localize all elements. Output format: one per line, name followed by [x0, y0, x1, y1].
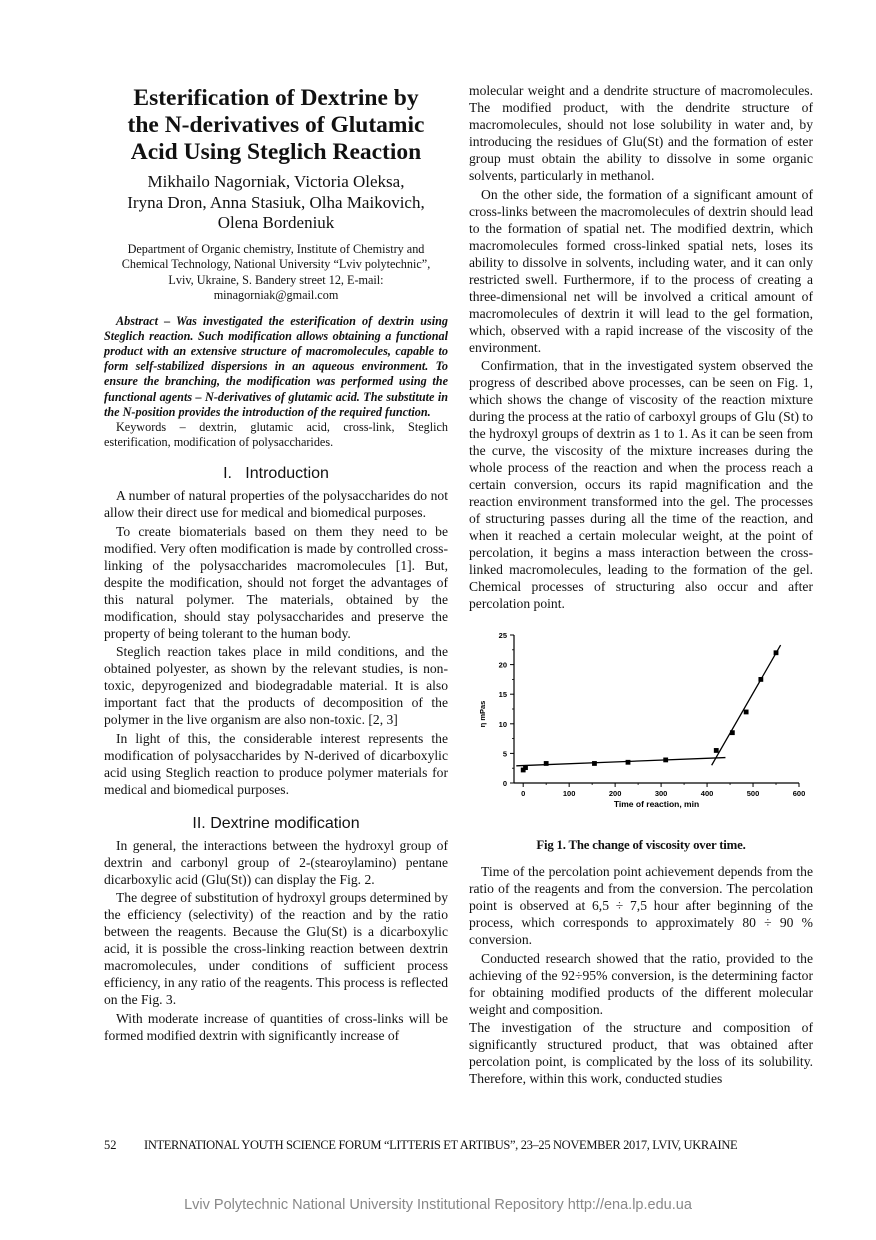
title-line: the N-derivatives of Glutamic: [127, 112, 425, 138]
data-point: [774, 650, 779, 655]
affiliation-line: Chemical Technology, National University “Lviv polytechnic”,: [121, 257, 431, 271]
y-tick-label: 10: [498, 719, 507, 729]
viscosity-chart-svg: [469, 630, 813, 830]
section-heading-dextrine-modification: II. Dextrine modification: [192, 814, 360, 832]
conference-name: INTERNATIONAL YOUTH SCIENCE FORUM “LITTERIS ET ARTIBUS”, 23–25 NOVEMBER 2017, LVIV, UKRAINE: [144, 1138, 738, 1152]
figure-caption: Fig 1. The change of viscosity over time.: [536, 838, 746, 852]
title-line: Acid Using Steglich Reaction: [130, 139, 422, 165]
abstract: Abstract – Was investigated the esterification of dextrin using Steglich reaction. Such modification allows obtaining a functional product with an extensive structure of macromolecules, capable to form self-stabilized dispersions in an aqueous environment. To ensure the branching, the modification was performed using the functional agents – N-derivatives of glutamic acid. The substitute in the N-position provides the introduction of the required function.: [104, 313, 448, 419]
data-point: [744, 710, 749, 715]
page-number: 52: [104, 1138, 117, 1152]
y-tick-label: 0: [502, 779, 507, 788]
title-line: Esterification of Dextrine by: [133, 85, 419, 111]
data-point: [758, 677, 763, 682]
figure-1-viscosity-chart: [469, 630, 813, 830]
affiliation: [104, 242, 448, 304]
fit-line: [712, 645, 781, 765]
paragraph: In light of this, the considerable interest represents the modification of polysaccharides by N-derived of dicarboxylic acid using Steglich reaction to produce polymer materials for medical and biomedical purposes.: [104, 730, 448, 797]
affiliation-line: Department of Organic chemistry, Institute of Chemistry and: [127, 241, 425, 256]
paragraph: A number of natural properties of the polysaccharides do not allow their direct use for medical and biomedical purposes.: [104, 488, 448, 521]
paper-title: [104, 85, 448, 166]
paragraph: molecular weight and a dendrite structure of macromolecules. The modified product, with the dendrite structure of macromolecules, should not lose solubility in water and, by introducing the residues of Glu(St) and the formation of ester group must obtain the ability to dissolve in some organic solvents, particularly in methanol.: [469, 83, 813, 183]
paragraph: The degree of substitution of hydroxyl groups determined by the efficiency (selectivity) of the reaction and by the ratio between the reagents. Because the Glu(St) is a dicarboxylic acid, it is possible the cross-linking reaction between dextrin macromolecules, under conditions of sufficient process efficiency, in any ratio of the reagents. This process is reflected on the Fig. 3.: [104, 890, 448, 1008]
x-tick-label: 600: [792, 789, 806, 798]
x-tick-label: 100: [562, 789, 576, 798]
x-tick-label: 200: [608, 789, 622, 798]
paragraph: The investigation of the structure and composition of significantly structured product, that was obtained after percolation point, is complicated by the loss of its solubility. Therefore, within this work, conducted studies: [469, 1020, 813, 1086]
authors-line: Olena Bordeniuk: [217, 213, 335, 232]
y-tick-label: 20: [498, 660, 507, 670]
repository-watermark: Lviv Polytechnic National University Institutional Repository http://ena.lp.edu.ua: [184, 1197, 692, 1213]
paragraph: With moderate increase of quantities of cross-links will be formed modified dextrin with significantly increase of: [104, 1010, 448, 1043]
x-axis-label: Time of reaction, min: [613, 799, 700, 809]
data-point: [544, 761, 549, 766]
page-footer: [104, 1138, 804, 1153]
paragraph: To create biomaterials based on them they need to be modified. Very often modification is made by controlled cross-linking of the polysaccharides macromolecules [1]. But, despite the modification, should not forget the advantages of this natural polymer. The materials, obtained by the modification, should stay polysaccharides and preserve the property of being tolerant to the human body.: [104, 523, 448, 641]
x-tick-label: 300: [654, 789, 668, 798]
y-tick-label: 5: [502, 749, 507, 759]
x-tick-label: 500: [746, 789, 760, 798]
y-axis-label: η mPas: [478, 700, 487, 728]
authors-line: Iryna Dron, Anna Stasiuk, Olha Maikovich,: [127, 192, 425, 212]
paragraph: Confirmation, that in the investigated system observed the progress of described above processes, can be seen on Fig. 1, which shows the change of viscosity of the reaction mixture during the process at the ratio of carboxyl groups of Glu (St) to the hydroxyl groups of dextrin as 1 to 1. As it can be seen from the curve, the viscosity of the mixture increases during the whole process of the reaction and when the process reach a certain conversion, occurs its rapid magnification and the reaction environment transformed into the gel. The processes of structuring passes during all the time of the reaction, and when it reached a certain molecular weight, at the point of percolation, it begins a mass interaction between the cross-linked macromolecules, leading to the formation of the gel. Chemical processes of structuring also occur and after percolation point.: [469, 358, 813, 611]
authors-line: Mikhailo Nagorniak, Victoria Oleksa,: [147, 172, 405, 191]
data-point: [626, 760, 631, 765]
left-column: [104, 82, 448, 1045]
right-column: [469, 82, 813, 1089]
affiliation-line: Lviv, Ukraine, S. Bandery street 12, E-mail:: [168, 272, 384, 287]
paragraph: Steglich reaction takes place in mild conditions, and the obtained polyester, as shown by the relevant studies, is non-toxic, depyrogenized and biodegradable material. It is also important fact that the products of decomposition of the polymer in the live organism are also non-toxic. [2, 3]: [104, 644, 448, 728]
x-tick-label: 0: [521, 789, 526, 798]
x-tick-label: 400: [700, 789, 714, 798]
keywords: Keywords – dextrin, glutamic acid, cross-link, Steglich esterification, modification of polysaccharides.: [104, 419, 448, 450]
data-point: [592, 761, 597, 766]
y-tick-label: 15: [498, 690, 507, 700]
paragraph: Conducted research showed that the ratio, provided to the achieving of the 92÷95% conversion, is the determining factor for obtaining modified products of the different molecular weight and composition.: [469, 950, 813, 1017]
data-point: [663, 758, 668, 763]
data-point: [730, 730, 735, 735]
paragraph: Time of the percolation point achievement depends from the ratio of the reagents and from the conversion. The percolation point is observed at 6,5 ÷ 7,5 hour after beginning of the process, which corresponds to approximately 80 ÷ 90 % conversion.: [469, 864, 813, 947]
paragraph: On the other side, the formation of a significant amount of cross-links between the macromolecules of dextrin should lead to the formation of spatial net. The modified dextrin, which macromolecules formed cross-linked spatial nets, loses its ability to dissolve in solvents, including water, and it can only restricted swell. Furthermore, if to the process of creating a three-dimensional net will be involved a critical amount of macromolecules of dextrin it will lead to the gel formation, which, observed with a rapid increase of the viscosity of the environment.: [469, 186, 813, 355]
section-heading-introduction: I. Introduction: [223, 465, 329, 483]
y-tick-label: 25: [498, 631, 507, 640]
data-point: [714, 748, 719, 753]
author-email: minagorniak@gmail.com: [213, 288, 339, 302]
data-point: [523, 765, 528, 770]
paragraph: In general, the interactions between the hydroxyl group of dextrin and carbonyl group of 2-(stearoylamino) pentane dicarboxylic acid (Glu(St)) can display the Fig. 2.: [104, 837, 448, 887]
authors: [104, 172, 448, 234]
